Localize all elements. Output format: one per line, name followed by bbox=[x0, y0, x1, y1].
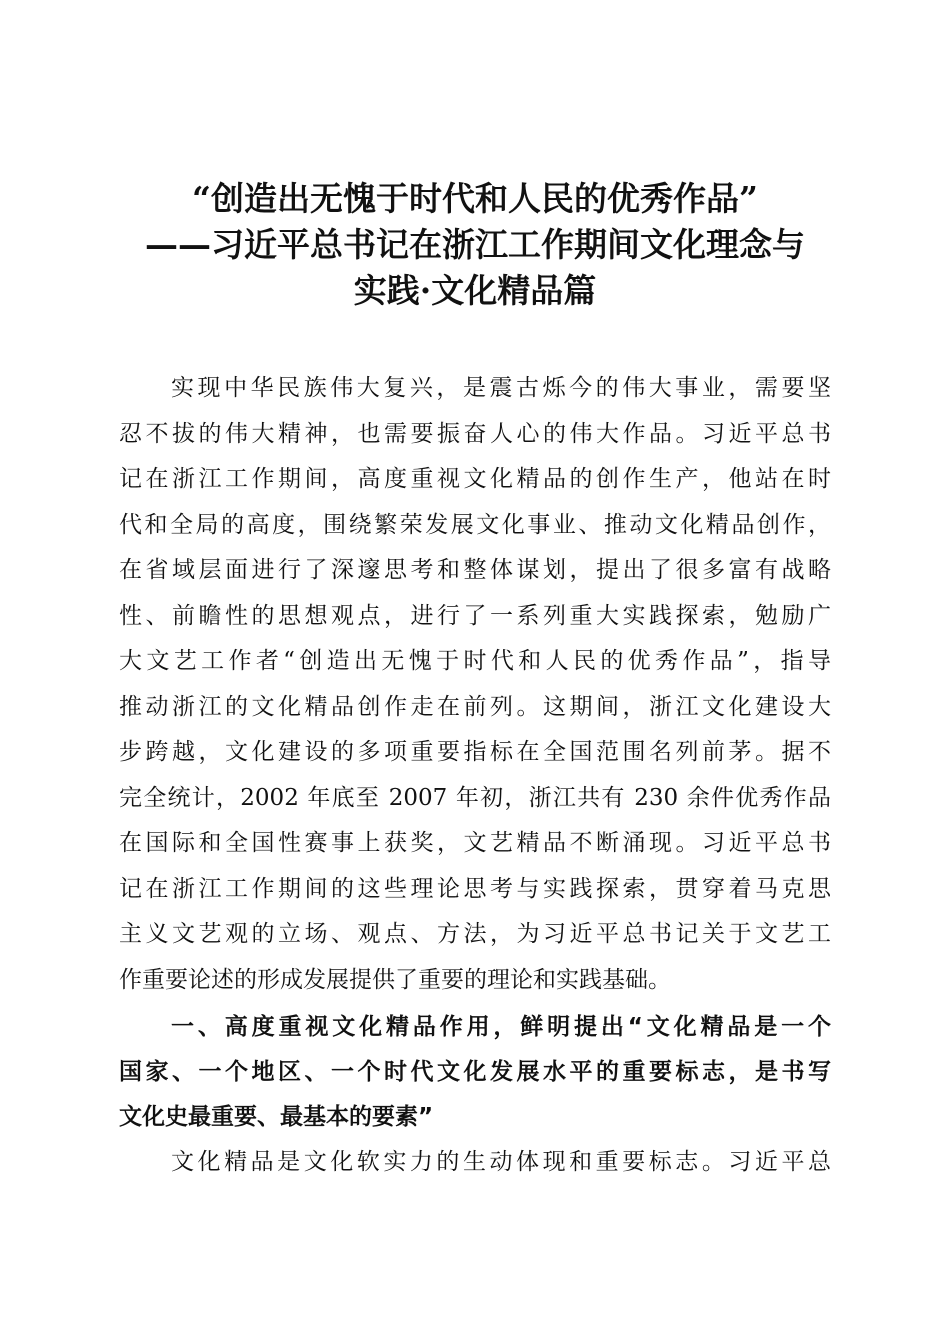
paragraph-line: 记在浙江工作期间，高度重视文化精品的创作生产，他站在时 bbox=[119, 466, 831, 492]
title-line: “创造出无愧于时代和人民的优秀作品” bbox=[192, 179, 758, 218]
paragraph-line: 完全统计，2002 年底至 2007 年初，浙江共有 230 余件优秀作品 bbox=[119, 784, 831, 811]
body-paragraph bbox=[119, 1140, 831, 1186]
heading-line: 一、高度重视文化精品作用，鲜明提出“文化精品是一个 bbox=[171, 1014, 831, 1040]
paragraph-line: 忍不拔的伟大精神，也需要振奋人心的伟大作品。习近平总书 bbox=[119, 420, 831, 447]
title-line: ——习近平总书记在浙江工作期间文化理念与 bbox=[145, 225, 805, 264]
paragraph-line: 在国际和全国性赛事上获奖，文艺精品不断涌现。习近平总书 bbox=[119, 830, 831, 856]
paragraph-line: 记在浙江工作期间的这些理论思考与实践探索，贯穿着马克思 bbox=[119, 875, 831, 902]
paragraph-line: 代和全局的高度，围绕繁荣发展文化事业、推动文化精品创作， bbox=[119, 511, 831, 538]
document-title bbox=[100, 176, 850, 314]
heading-line: 文化史最重要、最基本的要素” bbox=[119, 1104, 434, 1130]
paragraph-line: 大文艺工作者“创造出无愧于时代和人民的优秀作品”，指导 bbox=[119, 648, 831, 674]
heading-line: 国家、一个地区、一个时代文化发展水平的重要标志，是书写 bbox=[119, 1059, 831, 1085]
paragraph-line: 实现中华民族伟大复兴，是震古烁今的伟大事业，需要坚 bbox=[171, 375, 831, 401]
paragraph-line: 推动浙江的文化精品创作走在前列。这期间，浙江文化建设大 bbox=[119, 693, 831, 720]
section-heading bbox=[119, 1005, 831, 1140]
title-line: 实践·文化精品篇 bbox=[353, 271, 597, 310]
intro-paragraph bbox=[119, 366, 831, 1003]
paragraph-line: 步跨越，文化建设的多项重要指标在全国范围名列前茅。据不 bbox=[119, 739, 831, 765]
paragraph-line: 性、前瞻性的思想观点，进行了一系列重大实践探索，勉励广 bbox=[119, 602, 831, 629]
paragraph-line: 主义文艺观的立场、观点、方法，为习近平总书记关于文艺工 bbox=[119, 921, 831, 947]
document-body bbox=[119, 366, 831, 1186]
paragraph-line: 作重要论述的形成发展提供了重要的理论和实践基础。 bbox=[119, 966, 671, 993]
paragraph-line: 在省域层面进行了深邃思考和整体谋划，提出了很多富有战略 bbox=[119, 557, 831, 583]
paragraph-line: 文化精品是文化软实力的生动体现和重要标志。习近平总 bbox=[171, 1149, 831, 1175]
